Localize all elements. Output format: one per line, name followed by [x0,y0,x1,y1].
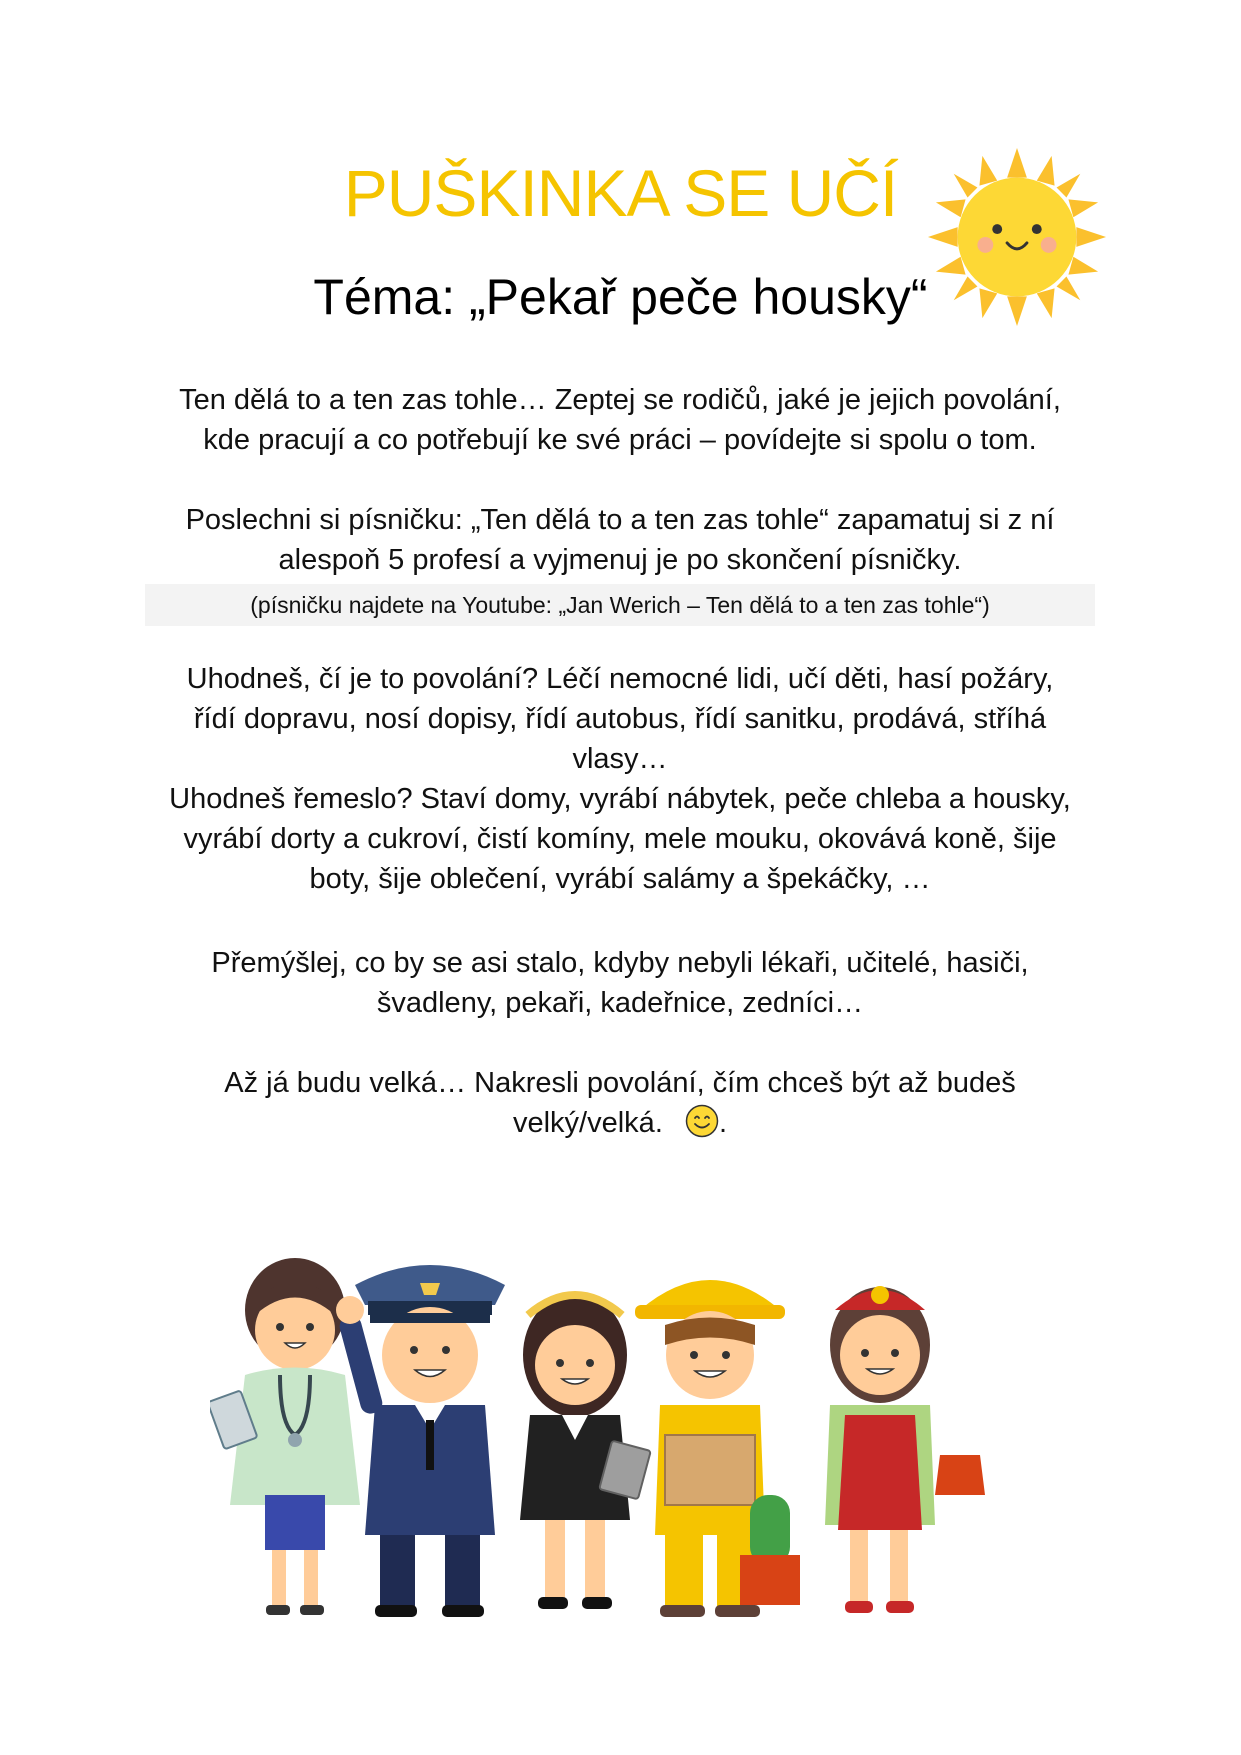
text-line: alespoň 5 profesí a vyjmenuj je po skončení písničky. [278,544,962,576]
text-line-with-smiley [130,1103,1110,1143]
businesswoman-figure [520,1293,651,1609]
text-line: švadleny, pekaři, kadeřnice, zedníci… [376,987,864,1019]
text-line: boty, šije oblečení, vyrábí salámy a špekáčky, … [309,863,931,895]
paragraph-think [130,943,1110,1023]
paragraph-guess-profession [130,659,1110,899]
professions-illustration [210,1255,1030,1635]
youtube-note: (písničku najdete na Youtube: „Jan Werich – Ten dělá to a ten zas tohle“) [145,584,1095,626]
text-line: Uhodneš řemeslo? Staví domy, vyrábí nábytek, peče chleba a housky, [169,783,1071,815]
text-line: Ten dělá to a ten zas tohle… Zeptej se rodičů, jaké je jejich povolání, [179,384,1061,416]
text-line: Poslechni si písničku: „Ten dělá to a ten zas tohle“ zapamatuj si z ní [185,504,1055,536]
text-fragment: velký/velká. [512,1107,663,1139]
smiley-icon [685,1104,719,1138]
text-line: Až já budu velká… Nakresli povolání, čím chceš být až budeš [224,1067,1016,1099]
text-line: řídí dopravu, nosí dopisy, řídí autobus, řídí sanitku, prodává, stříhá [193,703,1047,735]
text-line: vyrábí dorty a cukroví, čistí komíny, mele mouku, okovává koně, šije [183,823,1057,855]
paragraph-draw [130,1063,1110,1143]
text-line: vlasy… [572,743,668,775]
page-subtitle: Téma: „Pekař peče housky“ [313,269,928,325]
text-line: kde pracují a co potřebují ke své práci – povídejte si spolu o tom. [203,424,1037,456]
text-line: Uhodneš, čí je to povolání? Léčí nemocné lidi, učí děti, hasí požáry, [186,663,1054,695]
paragraph-parents-jobs [130,380,1110,460]
text-line: Přemýšlej, co by se asi stalo, kdyby nebyli lékaři, učitelé, hasiči, [211,947,1029,979]
gardener-figure [825,1286,985,1613]
sun-icon [928,148,1106,326]
text-fragment: . [718,1107,727,1139]
pilot-figure [336,1265,505,1617]
page-title: PUŠKINKA SE UČÍ [343,156,898,230]
paragraph-song [130,500,1110,580]
